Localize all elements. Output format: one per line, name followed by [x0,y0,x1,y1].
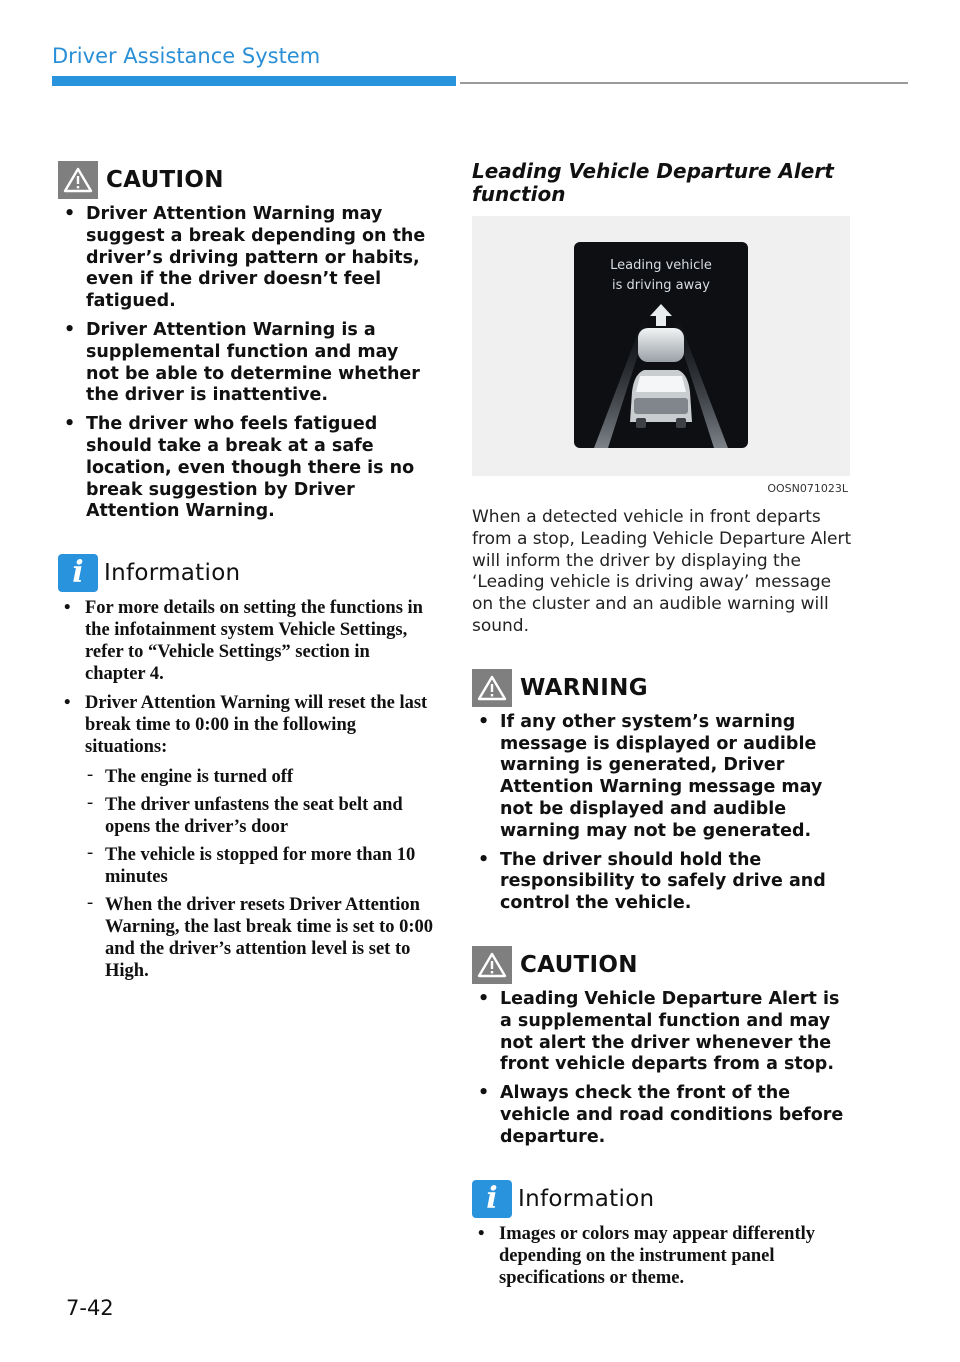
warning-header [472,668,852,708]
caution-block-right [472,945,852,1149]
list-item: • Images or colors may appear differently depending on the instrument panel specifications or theme. [472,1223,852,1289]
information-title: Information [104,560,241,587]
information-list [472,1223,852,1289]
list-item: • The driver who feels fatigued should take a break at a safe location, even though there is no break suggestion by Driver Attention Warning. [58,414,433,523]
list-item: • For more details on setting the functions in the infotainment system Vehicle Settings, refer to “Vehicle Settings” section in chapter 4. [58,597,433,685]
caution-list [472,989,852,1149]
warning-block [472,668,852,915]
information-title: Information [518,1185,655,1212]
cluster-display [574,242,748,448]
cluster-message-line: Leading vehicle [610,258,712,273]
caution-header [472,945,852,985]
list-item: • If any other system’s warning message is displayed or audible warning is generated, Driver Attention Warning message may not be displayed and audible warning may not be generated. [472,712,852,843]
information-icon: i [472,1180,512,1218]
list-item: • Always check the front of the vehicle and road conditions before departure. [472,1083,852,1148]
information-list [58,597,433,982]
information-header [472,1179,852,1219]
header-accent-bar [52,76,456,86]
road-scene-illustration [574,242,748,448]
warning-triangle-icon [472,669,512,707]
cluster-message-line: is driving away [612,278,710,293]
list-item: • Driver Attention Warning is a supplemental function and may not be able to determine whether the driver is inattentive. [58,320,433,407]
caution-title: CAUTION [106,167,224,193]
warning-title: WARNING [520,674,648,701]
caution-list [58,204,433,523]
list-item: - The driver unfastens the seat belt and opens the driver’s door [85,794,433,838]
warning-triangle-icon [58,161,98,199]
caution-title: CAUTION [520,951,638,978]
header-divider [460,82,908,84]
list-item: - The vehicle is stopped for more than 10 minutes [85,844,433,888]
list-item: • Driver Attention Warning may suggest a break depending on the driver’s driving pattern or habits, even if the driver doesn’t feel fatigued. [58,204,433,313]
list-item: - When the driver resets Driver Attention Warning, the last break time is set to 0:00 and the driver’s attention level is set to High. [85,894,433,982]
list-item: - The engine is turned off [85,766,433,788]
list-item [58,692,433,982]
reset-situations-list [85,766,433,982]
cluster-figure [472,216,850,476]
caution-header [58,160,433,200]
section-title: Driver Assistance System [52,44,321,68]
page-number: 7-42 [66,1296,114,1320]
section-heading: Leading Vehicle Departure Alert function [472,159,834,206]
feature-description: When a detected vehicle in front departs from a stop, Leading Vehicle Departure Alert will inform the driver by displaying the ‘Leading vehicle is driving away’ message on the cluster and an audible warning will sound. [472,507,852,636]
information-icon: i [58,554,98,592]
warning-triangle-icon [472,946,512,984]
right-column [472,160,852,1319]
information-block [58,553,433,982]
list-item-text: Driver Attention Warning will reset the last break time to 0:00 in the following situations: [85,693,428,758]
information-header [58,553,433,593]
list-item: • Leading Vehicle Departure Alert is a supplemental function and may not alert the driver whenever the front vehicle departs from a stop. [472,989,852,1076]
information-block-right [472,1179,852,1289]
caution-block [58,160,433,523]
list-item: • The driver should hold the responsibility to safely drive and control the vehicle. [472,850,852,915]
figure-code: OOSN071023L [767,482,848,495]
left-column [58,160,433,1012]
warning-list [472,712,852,915]
